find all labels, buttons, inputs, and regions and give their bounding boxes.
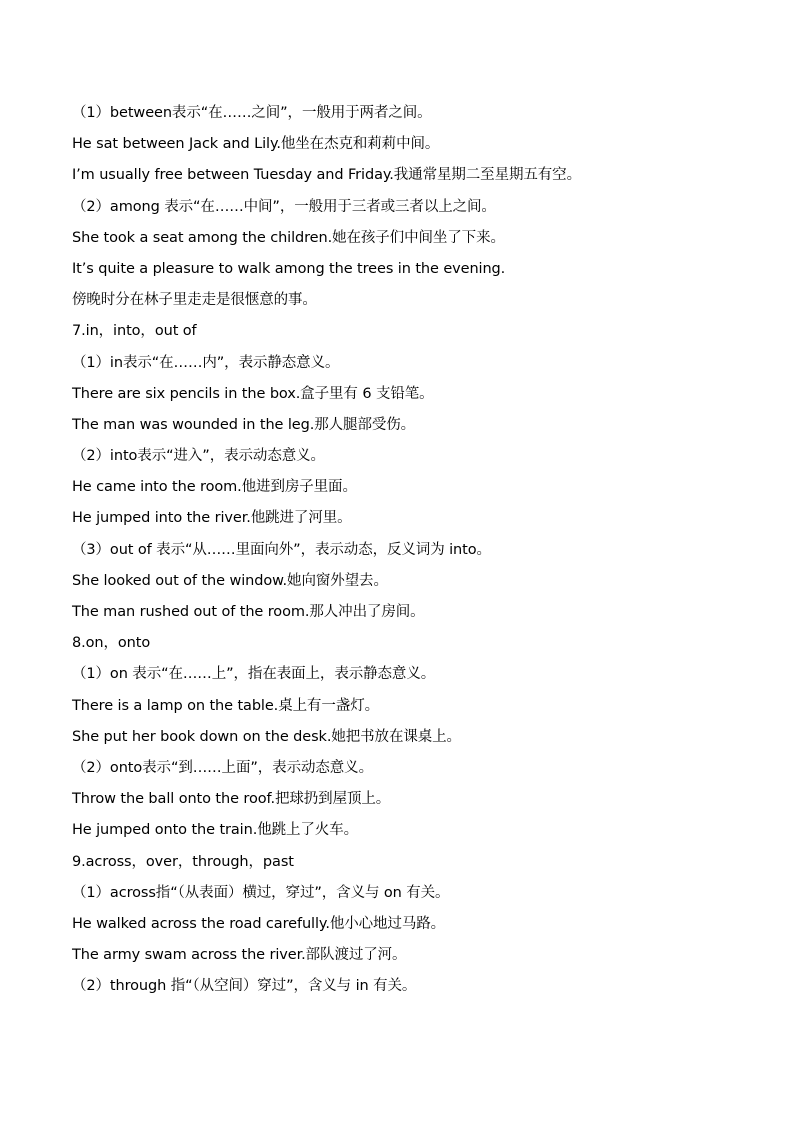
- sub-point-into: （2）into表示“进入”，表示动态意义。: [72, 448, 325, 465]
- section-heading-across-over-through-past: 9.across，over，through，past: [72, 853, 294, 870]
- example-sentence: She took a seat among the children.她在孩子们中间坐了下来。: [72, 229, 505, 246]
- sub-point-out-of: （3）out of 表示“从……里面向外”，表示动态，反义词为 into。: [72, 541, 491, 558]
- sub-point-across: （1）across指“（从表面）横过，穿过”，含义与 on 有关。: [72, 884, 450, 901]
- example-translation: 傍晚时分在林子里走走是很惬意的事。: [72, 292, 317, 309]
- document-body: [72, 98, 752, 1002]
- example-sentence: She looked out of the window.她向窗外望去。: [72, 572, 388, 589]
- sub-point-on: （1）on 表示“在……上”，指在表面上，表示静态意义。: [72, 666, 436, 683]
- example-sentence: He jumped onto the train.他跳上了火车。: [72, 822, 359, 839]
- section-heading-in-into-out-of: 7.in，into，out of: [72, 323, 197, 340]
- example-sentence: Throw the ball onto the roof.把球扔到屋顶上。: [72, 791, 391, 808]
- example-sentence: The man was wounded in the leg.那人腿部受伤。: [72, 416, 416, 433]
- example-sentence: He walked across the road carefully.他小心地过马路。: [72, 915, 446, 932]
- section-heading-on-onto: 8.on，onto: [72, 635, 151, 652]
- example-sentence: She put her book down on the desk.她把书放在课桌上。: [72, 728, 461, 745]
- example-sentence: There is a lamp on the table.桌上有一盏灯。: [72, 697, 379, 714]
- example-sentence: It’s quite a pleasure to walk among the trees in the evening.: [72, 260, 506, 277]
- sub-point-onto: （2）onto表示“到……上面”，表示动态意义。: [72, 759, 373, 776]
- example-sentence: The army swam across the river.部队渡过了河。: [72, 947, 407, 964]
- example-sentence: He sat between Jack and Lily.他坐在杰克和莉莉中间。: [72, 136, 440, 153]
- sub-point-among: （2）among 表示“在……中间”，一般用于三者或三者以上之间。: [72, 198, 496, 215]
- sub-point-between: （1）between表示“在……之间”，一般用于两者之间。: [72, 105, 432, 121]
- example-sentence: He came into the room.他进到房子里面。: [72, 479, 357, 496]
- example-sentence: There are six pencils in the box.盒子里有 6 支铅笔。: [72, 385, 434, 402]
- example-sentence: I’m usually free between Tuesday and Friday.我通常星期二至星期五有空。: [72, 167, 581, 184]
- example-sentence: He jumped into the river.他跳进了河里。: [72, 510, 352, 527]
- sub-point-in: （1）in表示“在……内”，表示静态意义。: [72, 354, 340, 371]
- sub-point-through: （2）through 指“（从空间）穿过”，含义与 in 有关。: [72, 978, 417, 995]
- example-sentence: The man rushed out of the room.那人冲出了房间。: [72, 604, 425, 620]
